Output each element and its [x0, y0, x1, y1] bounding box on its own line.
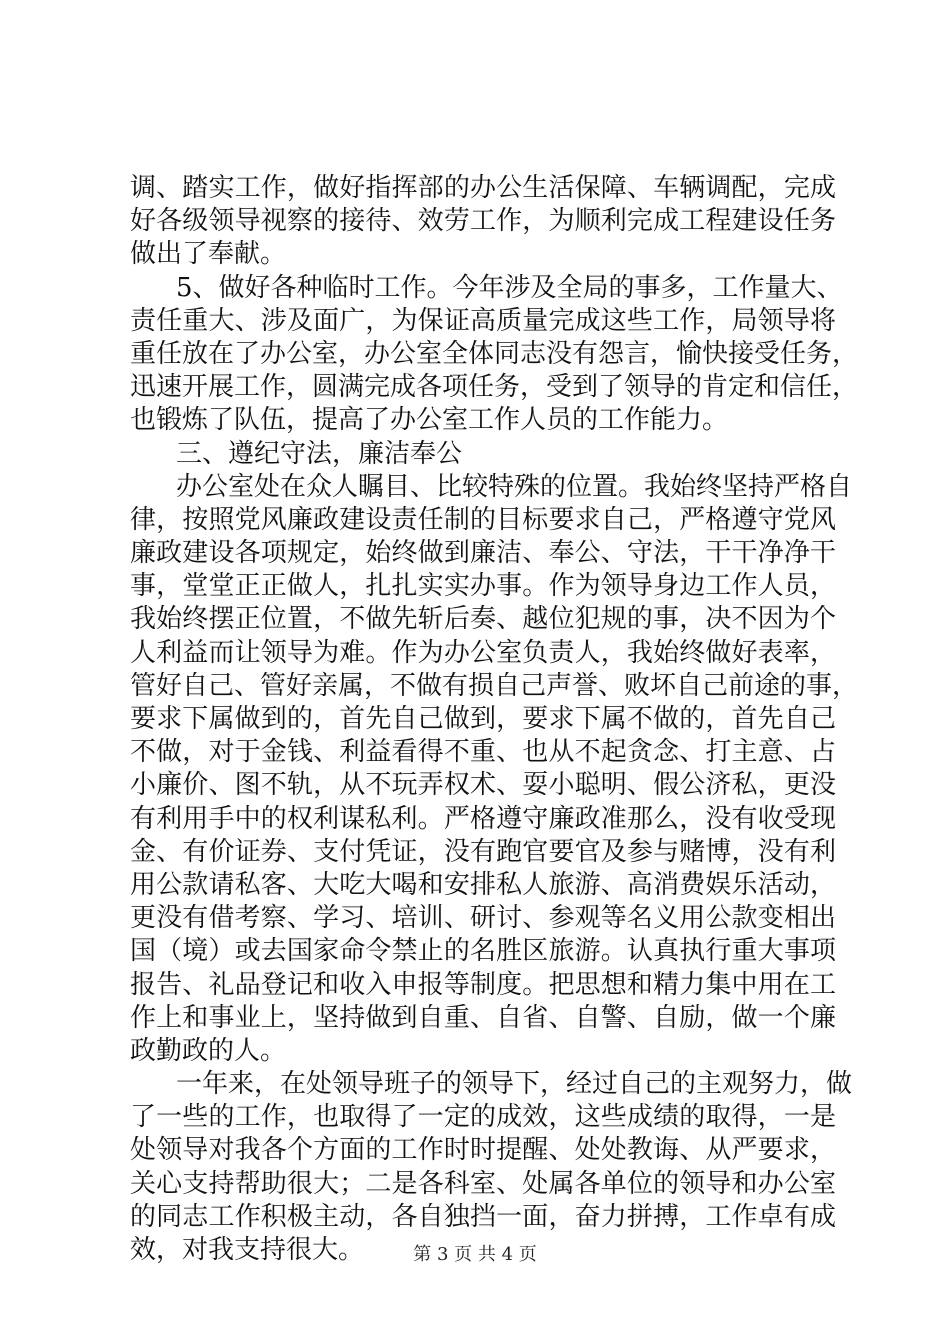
- text-line: 不做，对于金钱、利益看得不重、也从不起贪念、打主意、占: [130, 737, 836, 768]
- text-line: 调、踏实工作，做好指挥部的办公生活保障、车辆调配，完成: [130, 173, 836, 203]
- text-line: 三、遵纪守法，廉洁奉公: [176, 438, 463, 469]
- text-line: 作上和事业上，坚持做到自重、自省、自警、自励，做一个廉: [130, 1002, 836, 1033]
- text-line: 国（境）或去国家命令禁止的名胜区旅游。认真执行重大事项: [130, 936, 836, 967]
- text-line: 要求下属做到的，首先自己做到，要求下属不做的，首先自己: [130, 704, 836, 734]
- text-line: 也锻炼了队伍，提高了办公室工作人员的工作能力。: [130, 405, 729, 436]
- text-line: 办公室处在众人瞩目、比较特殊的位置。我始终坚持严格自: [176, 471, 853, 502]
- text-line: 一年来，在处领导班子的领导下，经过自己的主观努力，做: [176, 1069, 853, 1100]
- text-line: 5、做好各种临时工作。今年涉及全局的事多，工作量大、: [176, 272, 843, 303]
- text-line: 了一些的工作，也取得了一定的成效，这些成绩的取得，一是: [130, 1102, 836, 1133]
- text-line: 关心支持帮助很大；二是各科室、处属各单位的领导和办公室: [130, 1168, 836, 1199]
- text-line: 金、有价证券、支付凭证，没有跑官要官及参与赌博，没有利: [130, 836, 836, 867]
- text-line: 的同志工作积极主动，各自独挡一面，奋力拼搏，工作卓有成: [130, 1201, 836, 1232]
- text-line: 廉政建设各项规定，始终做到廉洁、奉公、守法，干干净净干: [130, 538, 836, 569]
- text-line: 重任放在了办公室，办公室全体同志没有怨言，愉快接受任务，: [130, 338, 859, 369]
- text-line: 管好自己、管好亲属，不做有损自己声誉、败坏自己前途的事，: [130, 670, 859, 701]
- text-line: 好各级领导视察的接待、效劳工作，为顺利完成工程建设任务: [130, 206, 836, 237]
- text-line: 用公款请私客、大吃大喝和安排私人旅游、高消费娱乐活动，: [130, 869, 836, 900]
- text-line: 更没有借考察、学习、培训、研讨、参观等名义用公款变相出: [130, 903, 836, 934]
- text-line: 小廉价、图不轨，从不玩弄权术、耍小聪明、假公济私，更没: [130, 770, 836, 801]
- text-line: 做出了奉献。: [130, 239, 287, 270]
- text-line: 事，堂堂正正做人，扎扎实实办事。作为领导身边工作人员，: [130, 571, 836, 602]
- text-line: 迅速开展工作，圆满完成各项任务，受到了领导的肯定和信任，: [130, 372, 859, 403]
- text-line: 政勤政的人。: [130, 1035, 287, 1066]
- text-line: 我始终摆正位置，不做先斩后奏、越位犯规的事，决不因为个: [130, 604, 836, 635]
- page-footer: 第 3 页 共 4 页: [413, 1244, 537, 1265]
- text-line: 效，对我支持很大。: [130, 1235, 365, 1265]
- text-line: 律，按照党风廉政建设责任制的目标要求自己，严格遵守党风: [130, 504, 836, 535]
- text-line: 处领导对我各个方面的工作时时提醒、处处教诲、从严要求，: [130, 1135, 836, 1166]
- text-line: 报告、礼品登记和收入申报等制度。把思想和精力集中用在工: [130, 969, 836, 1000]
- text-line: 责任重大、涉及面广，为保证高质量完成这些工作，局领导将: [130, 305, 836, 336]
- text-line: 有利用手中的权利谋私利。严格遵守廉政准那么，没有收受现: [130, 803, 836, 834]
- document-body: [130, 172, 859, 1267]
- text-line: 人利益而让领导为难。作为办公室负责人，我始终做好表率，: [130, 637, 836, 668]
